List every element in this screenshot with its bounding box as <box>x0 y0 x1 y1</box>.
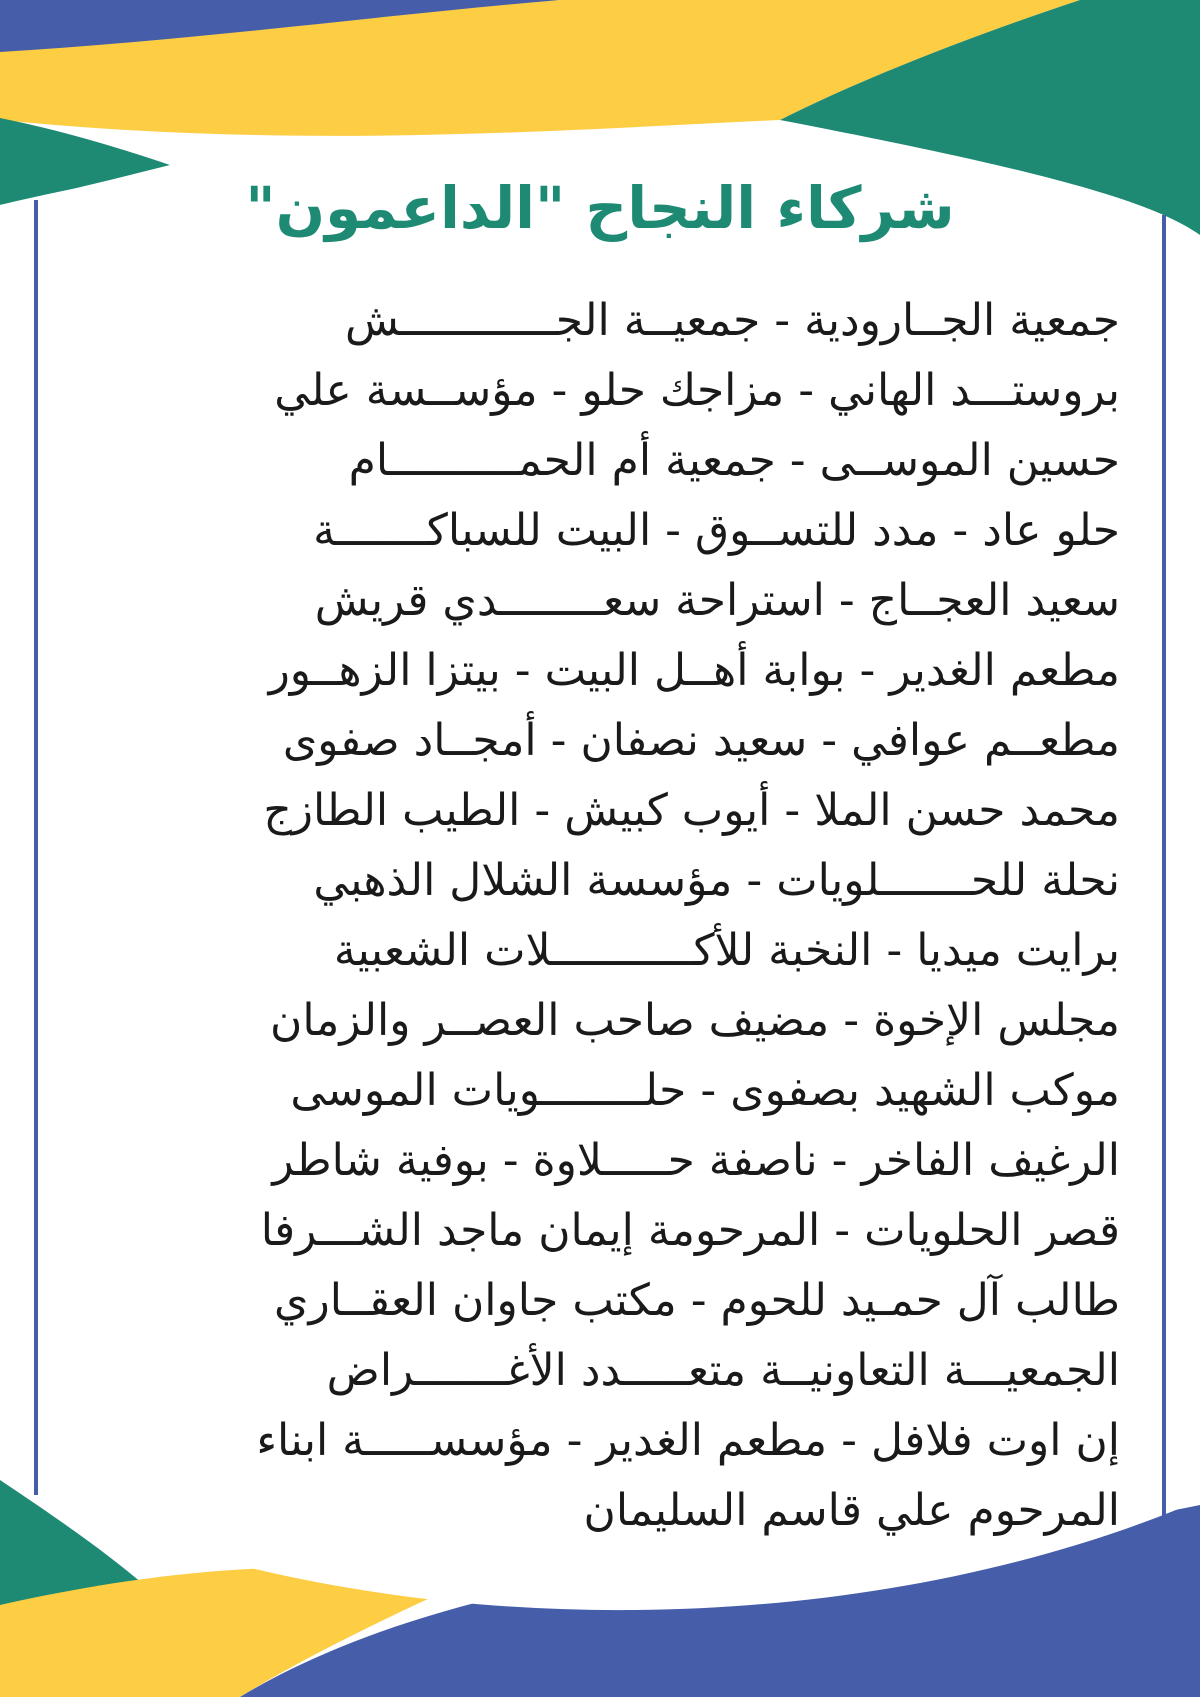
sponsor-line: سعيد العجــاج - استراحة سعــــــــدي قريش <box>314 575 1120 626</box>
sponsor-list <box>70 286 1120 1546</box>
sponsor-line: إن اوت فلافل - مطعم الغدير - مؤسســـــة ابناء <box>256 1415 1120 1466</box>
sponsor-line: برايت ميديا - النخبة للأكـــــــــــلات الشعبية <box>333 925 1120 976</box>
sponsor-line: قصر الحلويات - المرحومة إيمان ماجد الشـــرفا <box>260 1205 1120 1256</box>
sponsor-line: موكب الشهيد بصفوى - حلــــــــويات الموسى <box>290 1065 1120 1116</box>
page-title: شركاء النجاح "الداعمون" <box>245 174 955 242</box>
sponsor-line: حلو عاد - مدد للتســوق - البيت للسباكـــــــة <box>313 505 1120 556</box>
sponsor-line: نحلة للحـــــــلويات - مؤسسة الشلال الذهبي <box>313 855 1120 906</box>
sponsor-line: الجمعيـــة التعاونيــة متعـــــدد الأغـــــــراض <box>326 1345 1120 1396</box>
sponsor-line: بروستـــد الهاني - مزاجك حلو - مؤســسة علي <box>274 365 1120 416</box>
sponsor-line: جمعية الجــارودية - جمعيــة الجــــــــــــش <box>344 295 1120 346</box>
sponsor-line: مطعــم عوافي - سعيد نصفان - أمجــاد صفوى <box>282 715 1120 766</box>
sponsor-line: الرغيف الفاخر - ناصفة حـــــلاوة - بوفية شاطر <box>272 1135 1120 1186</box>
sponsor-line: مطعم الغدير - بوابة أهــل البيت - بيتزا الزهــور <box>268 645 1120 696</box>
sponsor-line: حسين الموســى - جمعية أم الحمــــــــــام <box>348 435 1120 486</box>
sponsor-line: طالب آل حمـيد للحوم - مكتب جاوان العقــاري <box>274 1275 1120 1326</box>
sponsor-line: مجلس الإخوة - مضيف صاحب العصــر والزمان <box>270 995 1120 1046</box>
sponsor-line: محمد حسن الملا - أيوب كبيش - الطيب الطازج <box>263 785 1120 836</box>
sponsor-line: المرحوم علي قاسم السليمان <box>583 1485 1120 1536</box>
